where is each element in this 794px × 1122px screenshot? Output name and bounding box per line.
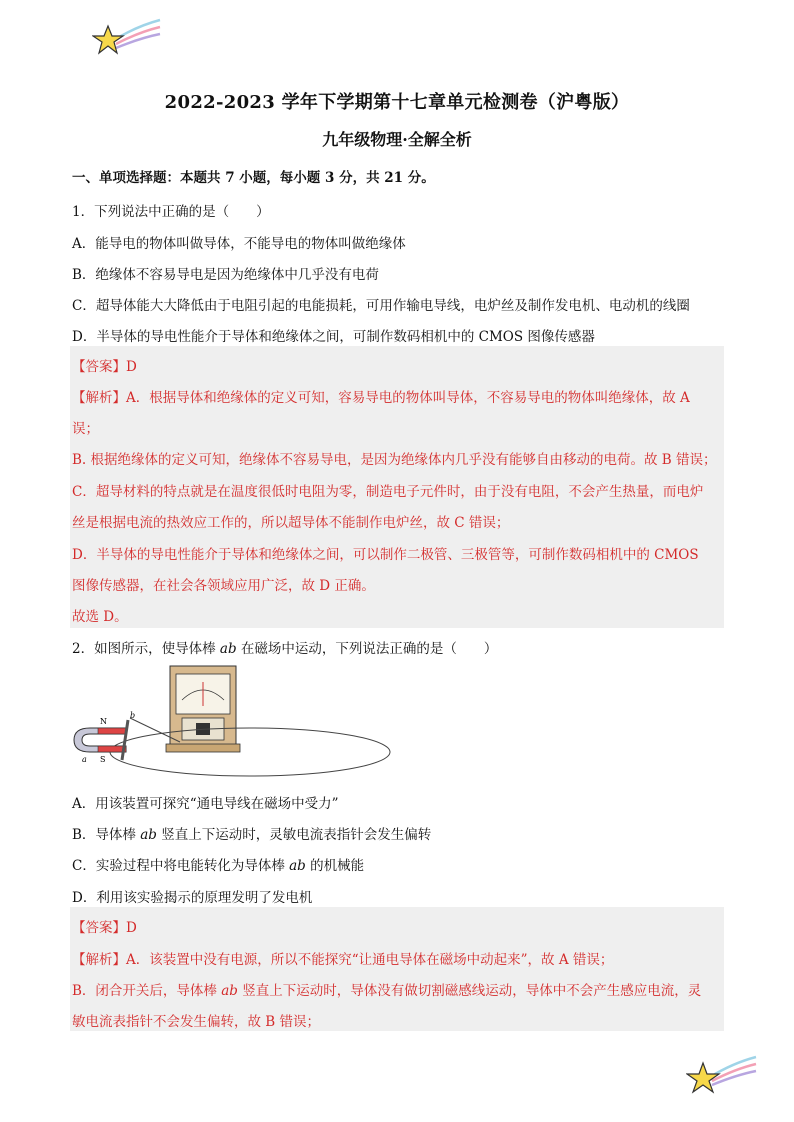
experiment-figure — [70, 660, 410, 782]
question-1-analysis-line: 故选 D。 — [72, 609, 128, 625]
answer-value: D — [126, 359, 137, 375]
question-1-analysis-line: D．半导体的导电性能介于导体和绝缘体之间，可以制作二极管、三极管等，可制作数码相机中的 CMOS — [72, 547, 699, 563]
question-2-option-d: D．利用该实验揭示的原理发明了发电机 — [72, 890, 313, 906]
question-1-analysis-line: 误； — [72, 421, 99, 437]
question-2-option-c: C．实验过程中将电能转化为导体棒 ab 的机械能 — [72, 858, 365, 874]
question-2-analysis-line: 【解析】A．该装置中没有电源，所以不能探究“让通电导体在磁场中动起来”，故 A 错误； — [72, 952, 614, 968]
question-1-answer — [72, 355, 137, 375]
horseshoe-magnet-icon — [74, 728, 126, 752]
question-2-answer — [72, 916, 137, 936]
answer-value: D — [126, 920, 137, 936]
label-s: S — [100, 755, 106, 764]
question-1-analysis-line: B. 根据绝缘体的定义可知，绝缘体不容易导电，是因为绝缘体内几乎没有能够自由移动的电荷。故 B 错误； — [72, 452, 717, 468]
question-1-stem: 1．下列说法中正确的是（ ） — [72, 204, 270, 220]
question-1-analysis-line: 丝是根据电流的热效应工作的，所以超导体不能制作电炉丝，故 C 错误； — [72, 515, 510, 531]
star-decoration-icon — [686, 1055, 758, 1097]
star-decoration-icon — [92, 18, 162, 58]
answer-label: 【答案】 — [72, 920, 126, 936]
section-heading: 一、单项选择题：本题共 7 小题，每小题 3 分，共 21 分。 — [72, 170, 435, 186]
question-2-stem: 2．如图所示，使导体棒 ab 在磁场中运动，下列说法正确的是（ ） — [72, 641, 498, 657]
question-2-analysis-line: B．闭合开关后，导体棒 ab 竖直上下运动时，导体没有做切割磁感线运动，导体中不会产生感应电流，灵 — [72, 983, 702, 999]
label-a: a — [82, 755, 87, 764]
page-subtitle: 九年级物理·全解全析 — [322, 130, 472, 149]
label-b: b — [130, 711, 136, 720]
question-1-analysis-line: C．超导材料的特点就是在温度很低时电阻为零，制造电子元件时，由于没有电阻，不会产生热量，而电炉 — [72, 484, 704, 500]
label-n: N — [100, 717, 107, 726]
analysis-label: 【解析】 — [72, 390, 126, 406]
question-1-analysis-line: 【解析】A．根据导体和绝缘体的定义可知，容易导电的物体叫导体，不容易导电的物体叫绝缘体，故 A — [72, 390, 690, 406]
question-1-option-c: C．超导体能大大降低由于电阻引起的电能损耗，可用作输电导线，电炉丝及制作发电机、电动机的线圈 — [72, 298, 690, 314]
analysis-label: 【解析】 — [72, 952, 126, 968]
question-1-analysis-line: 图像传感器，在社会各领域应用广泛，故 D 正确。 — [72, 578, 375, 594]
question-1-option-b: B．绝缘体不容易导电是因为绝缘体中几乎没有电荷 — [72, 267, 379, 283]
galvanometer-icon — [166, 666, 240, 752]
question-2-analysis-line: 敏电流表指针不会发生偏转，故 B 错误； — [72, 1014, 321, 1030]
question-1-option-d: D．半导体的导电性能介于导体和绝缘体之间，可制作数码相机中的 CMOS 图像传感器 — [72, 329, 595, 345]
question-2-option-a: A．用该装置可探究“通电导线在磁场中受力” — [72, 796, 339, 812]
answer-label: 【答案】 — [72, 359, 126, 375]
question-1-option-a: A．能导电的物体叫做导体，不能导电的物体叫做绝缘体 — [72, 236, 406, 252]
question-2-option-b: B．导体棒 ab 竖直上下运动时，灵敏电流表指针会发生偏转 — [72, 827, 432, 843]
page-title: 2022-2023 学年下学期第十七章单元检测卷（沪粤版） — [164, 92, 630, 113]
